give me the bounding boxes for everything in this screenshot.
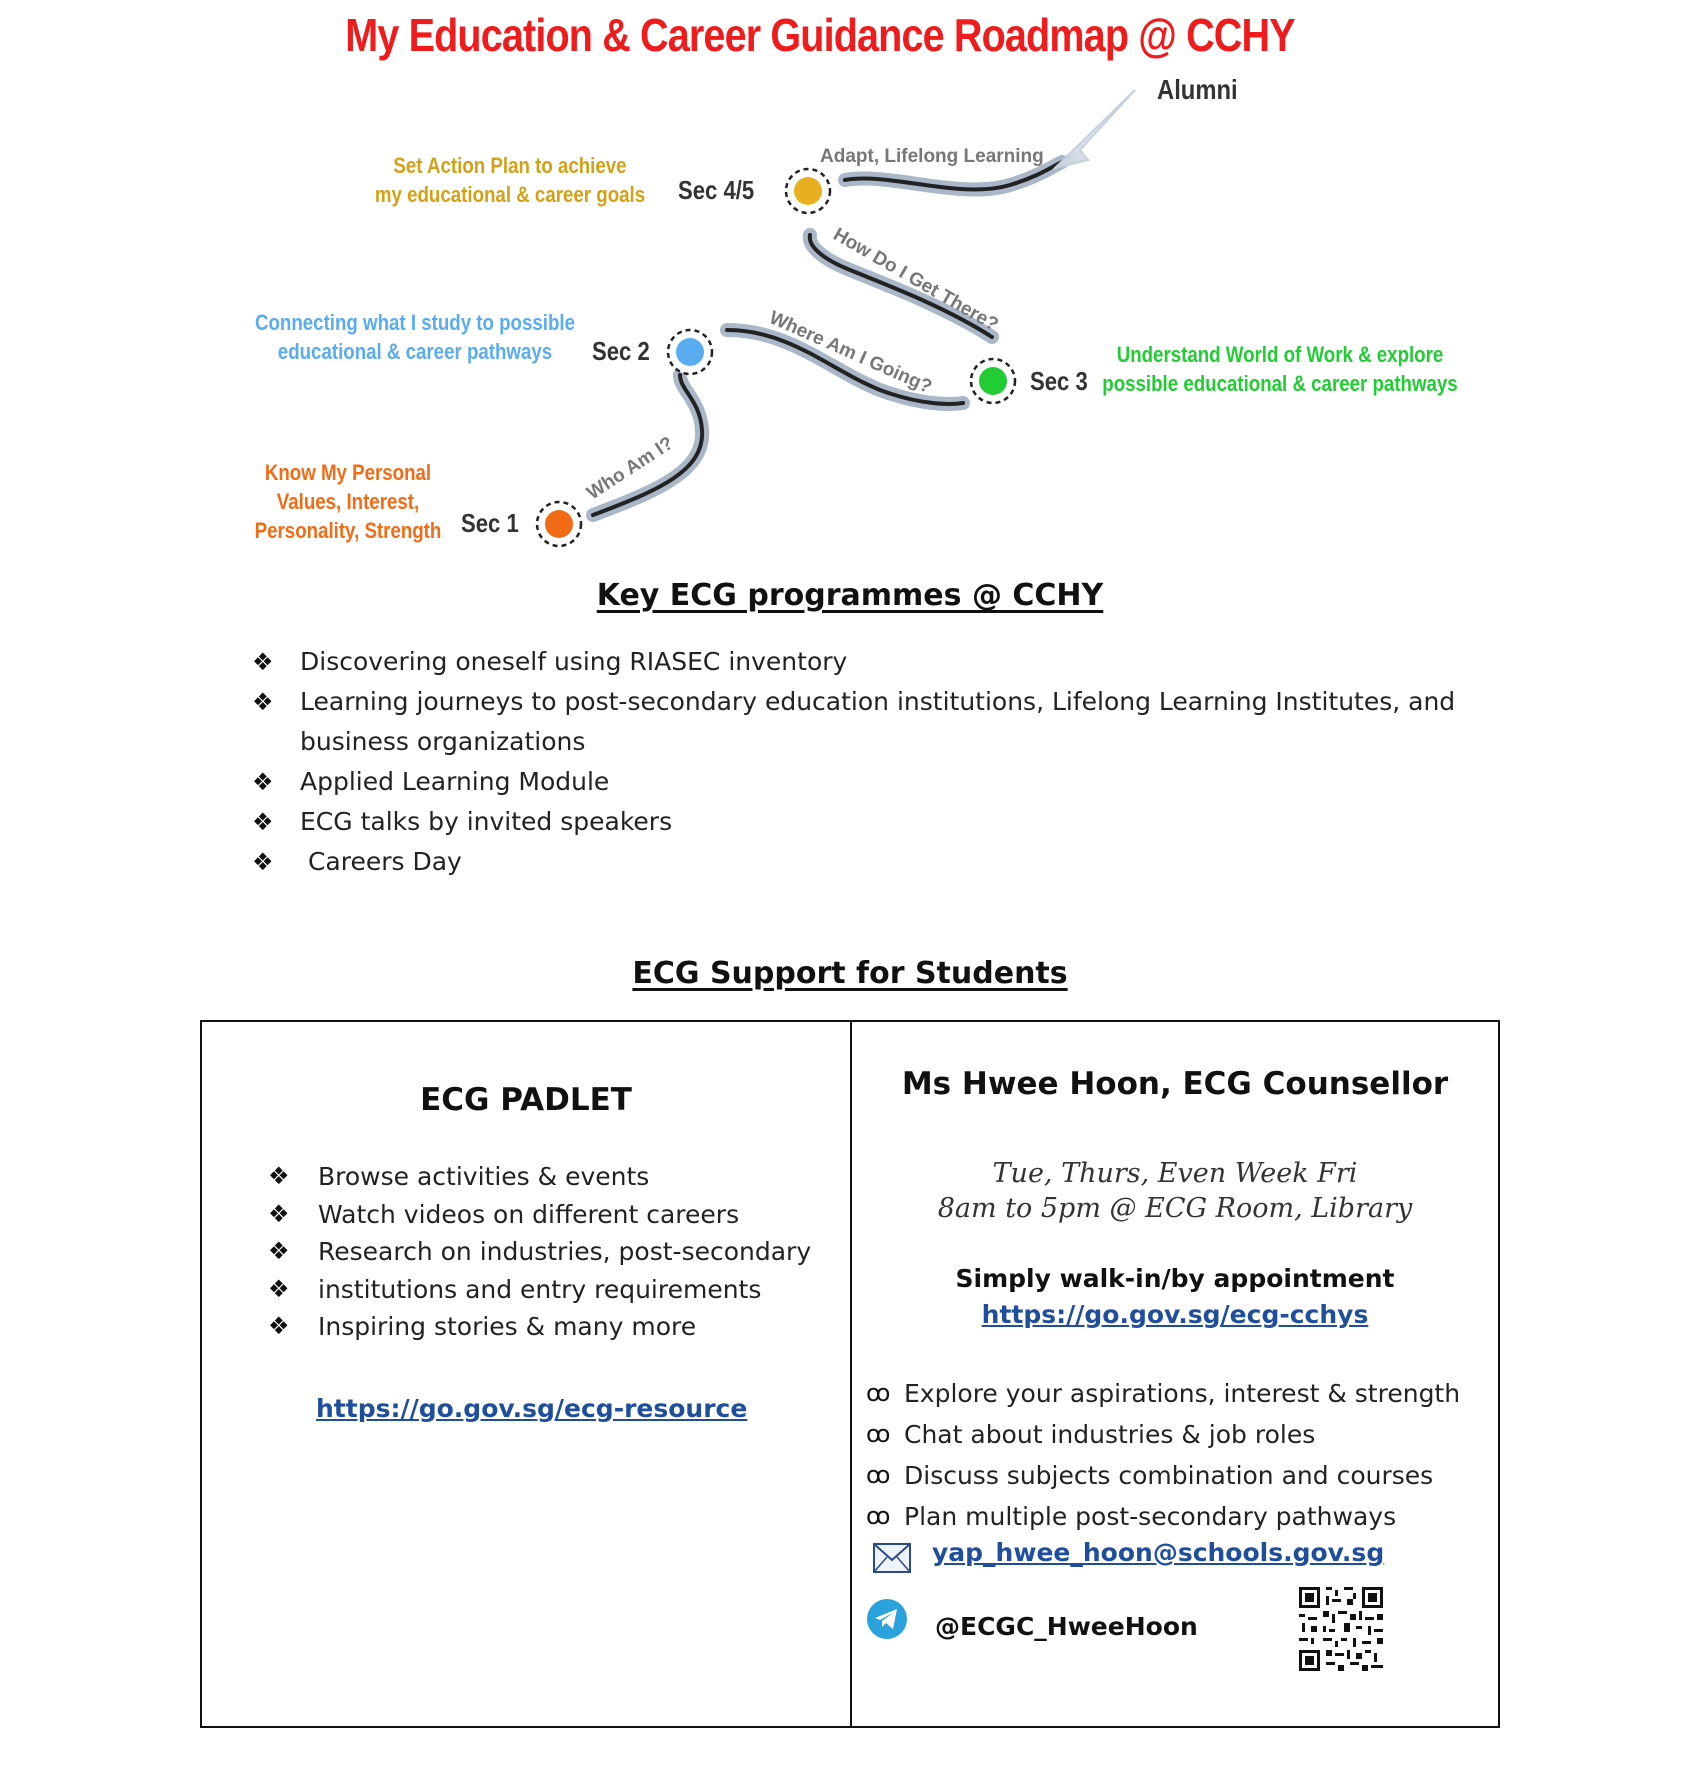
list-item: ❖ Careers Day [252,842,1552,882]
sec45-dot [786,169,830,213]
counsellor-schedule: Tue, Thurs, Even Week Fri 8am to 5pm @ ECG Room, Library [937,1158,1413,1224]
list-item: ❖ Inspiring stories & many more [268,1308,828,1346]
diamond-bullet-icon: ❖ [268,1199,290,1228]
list-item: ꝏ Discuss subjects combination and courses [866,1455,1486,1496]
counsellor-list [866,1373,1486,1537]
telegram-handle: @ECGC_HweeHoon [935,1612,1198,1641]
sec45-label: Sec 4/5 [678,175,755,205]
path-label-who: Who Am I? [583,432,678,505]
diamond-bullet-icon: ❖ [268,1162,290,1190]
list-item: ❖ Research on industries, post-secondary [268,1233,828,1271]
telegram-icon[interactable] [866,1598,908,1640]
diamond-bullet-icon: ❖ [252,768,274,796]
list-item: ❖ Discovering oneself using RIASEC inventory [252,642,1552,682]
padlet-heading: ECG PADLET [420,1082,632,1118]
list-item: ❖ Watch videos on different careers [268,1196,828,1234]
sec1-dot [537,502,581,546]
list-item: ❖ institutions and entry requirements [268,1271,828,1309]
sec3-label: Sec 3 [1030,366,1088,396]
qr-code [1296,1584,1386,1674]
infinity-bullet-icon: ꝏ [866,1379,891,1407]
appointment-link[interactable]: https://go.gov.sg/ecg-cchys [981,1300,1369,1329]
sec2-label: Sec 2 [592,336,650,366]
diamond-bullet-icon: ❖ [252,848,274,876]
list-item: ❖ ECG talks by invited speakers [252,802,1552,842]
padlet-link[interactable]: https://go.gov.sg/ecg-resource [316,1394,748,1423]
list-item: ꝏ Chat about industries & job roles [866,1414,1486,1455]
list-item: ꝏ Explore your aspirations, interest & strength [866,1373,1486,1414]
diamond-bullet-icon: ❖ [268,1274,290,1303]
programmes-list [252,642,1552,882]
list-item: ❖ Applied Learning Module [252,762,1552,802]
walkin-text: Simply walk-in/by appointment [955,1264,1395,1293]
infinity-bullet-icon: ꝏ [866,1461,891,1489]
sec3-dot [971,359,1015,403]
mail-icon [873,1540,911,1576]
email-link[interactable]: yap_hwee_hoon@schools.gov.sg [932,1538,1385,1567]
appointment-link-wrap [852,1300,1498,1329]
diamond-bullet-icon: ❖ [268,1312,290,1340]
path-label-where: Where Am I Going? [765,307,935,398]
infinity-bullet-icon: ꝏ [866,1502,891,1530]
path-adapt-lifelong-learning [845,90,1135,189]
padlet-list [268,1158,828,1346]
path-label-adapt: Adapt, Lifelong Learning [820,146,1044,167]
sec45-goal: Set Action Plan to achieve my educational & career goals [374,153,646,207]
support-heading: ECG Support for Students [632,956,1068,991]
sec1-goal: Know My Personal Values, Interest, Personality, Strength [254,460,442,543]
support-divider [850,1020,852,1728]
sec2-dot [668,330,712,374]
diamond-bullet-icon: ❖ [252,688,274,716]
programmes-heading: Key ECG programmes @ CCHY [596,578,1104,613]
path-how-do-i-get-there [810,235,992,337]
sec3-goal: Understand World of Work & explore possible educational & career pathways [1102,342,1458,396]
diamond-bullet-icon: ❖ [252,648,274,676]
alumni-label: Alumni [1157,74,1238,105]
diamond-bullet-icon: ❖ [252,808,274,836]
list-item: ❖ Browse activities & events [268,1158,828,1196]
sec1-label: Sec 1 [461,508,519,538]
page-title: My Education & Career Guidance Roadmap @ CCHY [345,9,1295,61]
list-item-continuation: business organizations [300,727,586,756]
sec2-goal: Connecting what I study to possible educational & career pathways [255,310,575,364]
list-item: ❖ Learning journeys to post-secondary education institutions, Lifelong Learning Institutes, and [252,682,1552,722]
counsellor-heading: Ms Hwee Hoon, ECG Counsellor [901,1066,1449,1102]
infinity-bullet-icon: ꝏ [866,1420,891,1448]
path-label-how: How Do I Get There? [829,224,1002,336]
diamond-bullet-icon: ❖ [268,1237,290,1265]
list-item: ꝏ Plan multiple post-secondary pathways [866,1496,1486,1537]
